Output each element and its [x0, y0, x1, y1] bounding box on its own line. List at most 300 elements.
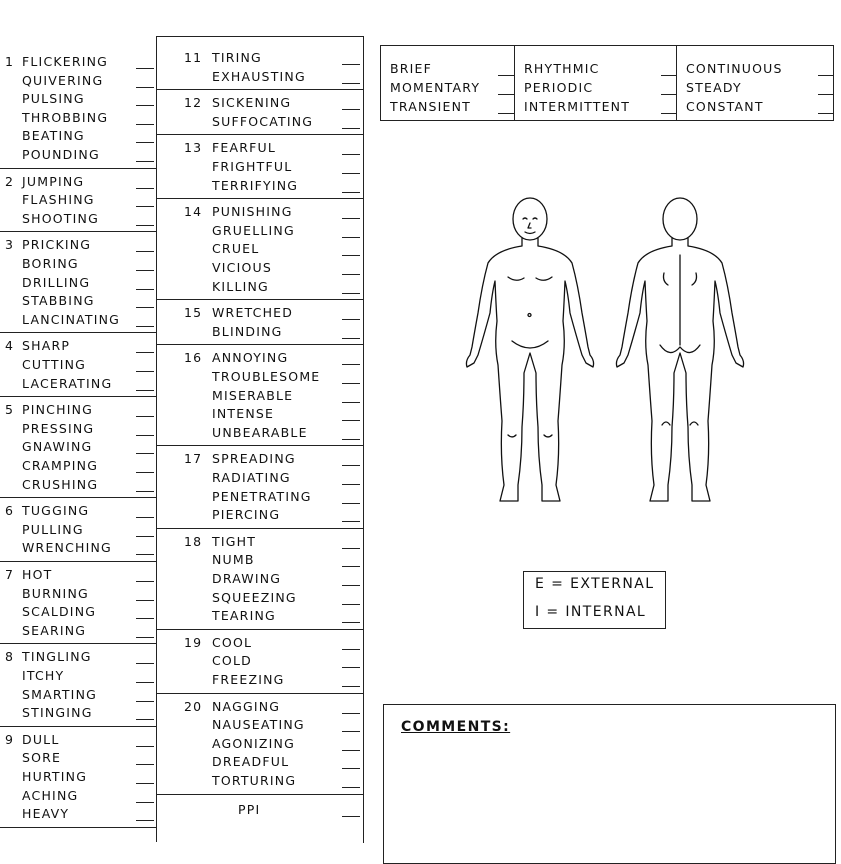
descriptor-row: [0, 704, 156, 722]
blank-answer-line[interactable]: [661, 75, 677, 76]
blank-answer-line[interactable]: [818, 113, 834, 114]
descriptor-word: DRILLING: [22, 274, 91, 290]
blank-answer-line[interactable]: [136, 124, 154, 125]
blank-answer-line[interactable]: [661, 113, 677, 114]
descriptor-word: PUNISHING: [212, 204, 293, 220]
temporal-descriptor-box: [380, 45, 834, 121]
descriptor-word: COLD: [212, 653, 252, 669]
descriptor-row: [156, 349, 363, 367]
blank-answer-line[interactable]: [136, 142, 154, 143]
blank-answer-line[interactable]: [136, 225, 154, 226]
temporal-column-1: [381, 46, 514, 120]
descriptor-word: TIGHT: [212, 533, 257, 549]
descriptor-word: RADIATING: [212, 469, 291, 485]
blank-answer-line[interactable]: [498, 94, 514, 95]
descriptor-row: [156, 634, 363, 652]
descriptor-row: [156, 671, 363, 689]
ppi-label: [156, 801, 363, 819]
body-diagram[interactable]: [455, 195, 755, 515]
descriptor-row: [0, 622, 156, 640]
blank-answer-line[interactable]: [342, 293, 360, 294]
descriptor-row: [0, 539, 156, 557]
blank-answer-line[interactable]: [342, 274, 360, 275]
descriptor-word: DREADFUL: [212, 754, 290, 770]
legend-external: E = EXTERNAL: [535, 576, 655, 592]
blank-answer-line[interactable]: [342, 173, 360, 174]
descriptor-word: UNBEARABLE: [212, 424, 308, 440]
descriptor-word: HURTING: [22, 768, 88, 784]
descriptor-group-20: [156, 694, 363, 795]
descriptor-word: TERRIFYING: [212, 177, 299, 193]
descriptor-group-4: [0, 333, 156, 397]
descriptor-row: [156, 222, 363, 240]
descriptor-row: [0, 255, 156, 273]
blank-answer-line[interactable]: [136, 491, 154, 492]
descriptor-row: [156, 139, 363, 157]
temporal-column-2: [514, 46, 677, 120]
descriptor-group-14: [156, 199, 363, 300]
descriptor-row: [156, 424, 363, 442]
descriptor-group-13: [156, 135, 363, 199]
descriptor-row: [156, 240, 363, 258]
blank-answer-line[interactable]: [136, 352, 154, 353]
descriptor-word: WRETCHED: [212, 305, 294, 321]
descriptor-word: PULLING: [22, 521, 84, 537]
descriptor-column-1: [0, 36, 157, 842]
blank-answer-line[interactable]: [136, 663, 154, 664]
blank-answer-line[interactable]: [498, 113, 514, 114]
blank-answer-line[interactable]: [136, 188, 154, 189]
descriptor-row: [0, 768, 156, 786]
blank-answer-line[interactable]: [342, 548, 360, 549]
group-number: 16: [184, 350, 203, 366]
group-number: 19: [184, 634, 203, 650]
temporal-word: INTERMITTENT: [524, 99, 631, 114]
blank-answer-line[interactable]: [136, 68, 154, 69]
descriptor-word: PINCHING: [22, 402, 94, 418]
descriptor-word: CRUEL: [212, 241, 260, 257]
descriptor-group-15: [156, 300, 363, 345]
descriptor-word: NAGGING: [212, 698, 281, 714]
descriptor-row: [0, 521, 156, 539]
descriptor-row: [0, 686, 156, 704]
descriptor-row: [156, 304, 363, 322]
ppi-text: PPI: [238, 801, 261, 817]
blank-answer-line[interactable]: [342, 255, 360, 256]
blank-answer-line[interactable]: [342, 816, 360, 817]
blank-answer-line[interactable]: [136, 416, 154, 417]
descriptor-word: TROUBLESOME: [212, 368, 321, 384]
descriptor-row: [0, 603, 156, 621]
descriptor-row: [156, 698, 363, 716]
descriptor-group-17: [156, 446, 363, 528]
blank-answer-line[interactable]: [136, 326, 154, 327]
blank-answer-line[interactable]: [342, 585, 360, 586]
descriptor-word: BLINDING: [212, 323, 283, 339]
group-number: 1: [5, 54, 15, 69]
descriptor-row: [0, 173, 156, 191]
blank-answer-line[interactable]: [136, 161, 154, 162]
group-number: 2: [5, 173, 15, 189]
blank-answer-line[interactable]: [342, 484, 360, 485]
temporal-word: BRIEF: [390, 61, 433, 76]
blank-answer-line[interactable]: [342, 109, 360, 110]
descriptor-group-7: [0, 562, 156, 644]
descriptor-row: [156, 323, 363, 341]
descriptor-row: [156, 113, 363, 131]
descriptor-word: CRAMPING: [22, 457, 99, 473]
blank-answer-line[interactable]: [342, 218, 360, 219]
blank-answer-line[interactable]: [818, 75, 834, 76]
descriptor-row: [156, 68, 363, 86]
blank-answer-line[interactable]: [342, 364, 360, 365]
descriptor-row: [0, 109, 156, 127]
descriptor-word: FEARFUL: [212, 140, 277, 156]
descriptor-word: ITCHY: [22, 667, 65, 683]
blank-answer-line[interactable]: [342, 402, 360, 403]
descriptor-word: TINGLING: [22, 649, 92, 665]
descriptor-row: [0, 749, 156, 767]
blank-answer-line[interactable]: [136, 472, 154, 473]
descriptor-group-5: [0, 397, 156, 498]
descriptor-word: THROBBING: [22, 109, 109, 125]
descriptor-group-3: [0, 232, 156, 333]
legend-box: [523, 571, 666, 629]
descriptor-row: [156, 772, 363, 790]
descriptor-word: PRESSING: [22, 420, 95, 436]
group-number: 7: [5, 567, 15, 582]
descriptor-row: [156, 203, 363, 221]
descriptor-row: [0, 311, 156, 329]
descriptor-word: STABBING: [22, 293, 95, 309]
descriptor-word: PIERCING: [212, 507, 281, 523]
descriptor-word: SCALDING: [22, 604, 97, 620]
blank-answer-line[interactable]: [342, 319, 360, 320]
descriptor-column-2: [156, 36, 364, 843]
descriptor-group-18: [156, 529, 363, 630]
descriptor-row: [0, 356, 156, 374]
group-number: 13: [184, 140, 203, 156]
descriptor-word: VICIOUS: [212, 259, 272, 275]
descriptor-word: LACERATING: [22, 375, 113, 391]
descriptor-word: KILLING: [212, 278, 269, 294]
descriptor-word: LANCINATING: [22, 311, 121, 327]
descriptor-word: STINGING: [22, 705, 93, 721]
descriptor-row: [0, 53, 156, 71]
descriptor-row: [156, 158, 363, 176]
blank-answer-line[interactable]: [136, 682, 154, 683]
descriptor-group-6: [0, 498, 156, 562]
descriptor-word: FLICKERING: [22, 54, 109, 69]
temporal-column-3: [676, 46, 834, 120]
descriptor-row: [0, 337, 156, 355]
blank-answer-line[interactable]: [136, 536, 154, 537]
descriptor-word: EXHAUSTING: [212, 68, 306, 84]
front-body-figure[interactable]: [466, 198, 593, 501]
descriptor-word: DRAWING: [212, 570, 282, 586]
descriptor-word: SUFFOCATING: [212, 113, 314, 129]
descriptor-row: [0, 90, 156, 108]
descriptor-word: SHARP: [22, 338, 71, 354]
descriptor-row: [0, 210, 156, 228]
descriptor-word: TORTURING: [212, 772, 297, 788]
blank-answer-line[interactable]: [498, 75, 514, 76]
descriptor-row: [156, 49, 363, 67]
descriptor-word: GRUELLING: [212, 222, 295, 238]
group-number: 14: [184, 204, 203, 220]
descriptor-row: [0, 292, 156, 310]
temporal-row: [381, 60, 514, 78]
descriptor-row: [0, 667, 156, 685]
temporal-word: STEADY: [686, 80, 742, 95]
descriptor-word: SPREADING: [212, 451, 296, 467]
blank-answer-line[interactable]: [342, 787, 360, 788]
blank-answer-line[interactable]: [342, 237, 360, 238]
descriptor-row: [0, 72, 156, 90]
descriptor-word: HOT: [22, 567, 53, 582]
descriptor-group-19: [156, 630, 363, 694]
descriptor-row: [156, 450, 363, 468]
descriptor-row: [0, 146, 156, 164]
descriptor-word: SHOOTING: [22, 210, 99, 226]
group-number: 3: [5, 237, 15, 253]
descriptor-word: WRENCHING: [22, 540, 112, 556]
descriptor-row: [156, 533, 363, 551]
descriptor-group-11: [156, 45, 363, 90]
temporal-word: TRANSIENT: [390, 99, 472, 114]
descriptor-word: SORE: [22, 750, 62, 766]
blank-answer-line[interactable]: [136, 554, 154, 555]
temporal-row: [677, 79, 834, 97]
blank-answer-line[interactable]: [342, 128, 360, 129]
descriptor-word: BURNING: [22, 585, 89, 601]
blank-answer-line[interactable]: [661, 94, 677, 95]
blank-answer-line[interactable]: [342, 667, 360, 668]
descriptor-word: ANNOYING: [212, 350, 289, 366]
blank-answer-line[interactable]: [342, 64, 360, 65]
group-number: 4: [5, 338, 15, 354]
descriptor-row: [0, 648, 156, 666]
blank-answer-line[interactable]: [136, 390, 154, 391]
blank-answer-line[interactable]: [136, 435, 154, 436]
temporal-row: [677, 60, 834, 78]
blank-answer-line[interactable]: [136, 701, 154, 702]
blank-answer-line[interactable]: [136, 637, 154, 638]
descriptor-row: [0, 236, 156, 254]
descriptor-word: JUMPING: [22, 173, 85, 189]
blank-answer-line[interactable]: [136, 802, 154, 803]
descriptor-word: AGONIZING: [212, 735, 295, 751]
descriptor-row: [156, 589, 363, 607]
descriptor-row: [0, 457, 156, 475]
descriptor-group-12: [156, 90, 363, 135]
group-number: 12: [184, 95, 203, 111]
descriptor-row: [0, 191, 156, 209]
descriptor-row: [0, 805, 156, 823]
descriptor-row: [0, 375, 156, 393]
blank-answer-line[interactable]: [136, 270, 154, 271]
blank-answer-line[interactable]: [342, 465, 360, 466]
descriptor-word: GNAWING: [22, 439, 93, 455]
blank-answer-line[interactable]: [136, 453, 154, 454]
descriptor-word: HEAVY: [22, 806, 70, 822]
descriptor-word: PENETRATING: [212, 488, 312, 504]
descriptor-word: FRIGHTFUL: [212, 158, 293, 174]
blank-answer-line[interactable]: [136, 600, 154, 601]
group-number: 11: [184, 50, 203, 65]
descriptor-row: [156, 652, 363, 670]
blank-answer-line[interactable]: [342, 521, 360, 522]
descriptor-row: [156, 551, 363, 569]
blank-answer-line[interactable]: [136, 105, 154, 106]
descriptor-word: FREEZING: [212, 671, 285, 687]
descriptor-word: SICKENING: [212, 95, 292, 111]
descriptor-word: PULSING: [22, 91, 85, 107]
blank-answer-line[interactable]: [342, 83, 360, 84]
descriptor-row: [156, 94, 363, 112]
blank-answer-line[interactable]: [818, 94, 834, 95]
group-number: 18: [184, 533, 203, 549]
descriptor-row: [156, 488, 363, 506]
blank-answer-line[interactable]: [342, 768, 360, 769]
blank-answer-line[interactable]: [342, 649, 360, 650]
descriptor-row: [0, 731, 156, 749]
blank-answer-line[interactable]: [342, 192, 360, 193]
temporal-row: [381, 98, 514, 116]
descriptor-row: [156, 506, 363, 524]
blank-answer-line[interactable]: [342, 686, 360, 687]
descriptor-word: NAUSEATING: [212, 717, 305, 733]
blank-answer-line[interactable]: [342, 338, 360, 339]
temporal-row: [515, 79, 677, 97]
group-number: 15: [184, 305, 203, 321]
group-number: 5: [5, 402, 15, 418]
descriptor-row: [0, 438, 156, 456]
descriptor-row: [156, 469, 363, 487]
descriptor-group-16: [156, 345, 363, 446]
descriptor-group-9: [0, 727, 156, 828]
descriptor-word: ACHING: [22, 787, 79, 803]
blank-answer-line[interactable]: [136, 719, 154, 720]
descriptor-word: NUMB: [212, 552, 255, 568]
descriptor-group-1: [0, 49, 156, 169]
descriptor-group-2: [0, 169, 156, 233]
descriptor-word: TEARING: [212, 608, 276, 624]
group-number: 9: [5, 731, 15, 747]
descriptor-word: FLASHING: [22, 192, 95, 208]
descriptor-row: [156, 570, 363, 588]
temporal-word: RHYTHMIC: [524, 61, 600, 76]
descriptor-row: [156, 368, 363, 386]
descriptor-row: [0, 401, 156, 419]
descriptor-row: [0, 585, 156, 603]
descriptor-row: [156, 387, 363, 405]
blank-answer-line[interactable]: [136, 618, 154, 619]
group-number: 6: [5, 503, 15, 519]
descriptor-group-8: [0, 644, 156, 726]
group-number: 20: [184, 698, 203, 714]
legend-internal: I = INTERNAL: [535, 604, 647, 620]
descriptor-row: [156, 753, 363, 771]
descriptor-word: TUGGING: [22, 503, 90, 519]
blank-answer-line[interactable]: [136, 764, 154, 765]
blank-answer-line[interactable]: [136, 289, 154, 290]
blank-answer-line[interactable]: [136, 746, 154, 747]
descriptor-word: DULL: [22, 731, 60, 747]
blank-answer-line[interactable]: [342, 439, 360, 440]
blank-answer-line[interactable]: [342, 420, 360, 421]
descriptor-word: MISERABLE: [212, 387, 294, 403]
descriptor-word: SMARTING: [22, 686, 98, 702]
descriptor-row: [0, 502, 156, 520]
blank-answer-line[interactable]: [136, 371, 154, 372]
descriptor-word: SQUEEZING: [212, 589, 297, 605]
descriptor-word: CUTTING: [22, 356, 87, 372]
descriptor-row: [0, 566, 156, 584]
group-number: 17: [184, 451, 203, 467]
blank-answer-line[interactable]: [342, 566, 360, 567]
descriptor-word: COOL: [212, 634, 253, 650]
temporal-word: MOMENTARY: [390, 80, 481, 95]
descriptor-word: INTENSE: [212, 406, 275, 422]
temporal-row: [677, 98, 834, 116]
comments-box[interactable]: [383, 704, 836, 864]
back-body-figure[interactable]: [616, 198, 743, 501]
blank-answer-line[interactable]: [342, 622, 360, 623]
blank-answer-line[interactable]: [136, 206, 154, 207]
blank-answer-line[interactable]: [342, 154, 360, 155]
blank-answer-line[interactable]: [342, 713, 360, 714]
descriptor-row: [156, 177, 363, 195]
descriptor-row: [156, 405, 363, 423]
blank-answer-line[interactable]: [136, 307, 154, 308]
temporal-word: CONTINUOUS: [686, 61, 783, 76]
descriptor-word: PRICKING: [22, 237, 92, 253]
descriptor-row: [156, 735, 363, 753]
descriptor-word: CRUSHING: [22, 476, 99, 492]
blank-answer-line[interactable]: [136, 517, 154, 518]
group-number: 8: [5, 649, 15, 665]
descriptor-word: POUNDING: [22, 147, 100, 162]
descriptor-row: [156, 259, 363, 277]
temporal-word: CONSTANT: [686, 99, 764, 114]
descriptor-row: [0, 476, 156, 494]
blank-answer-line[interactable]: [342, 383, 360, 384]
blank-answer-line[interactable]: [136, 87, 154, 88]
blank-answer-line[interactable]: [342, 604, 360, 605]
descriptor-row: [156, 716, 363, 734]
blank-answer-line[interactable]: [136, 251, 154, 252]
descriptor-word: SEARING: [22, 622, 87, 638]
temporal-row: [515, 98, 677, 116]
blank-answer-line[interactable]: [136, 783, 154, 784]
comments-label: COMMENTS:: [401, 719, 511, 735]
blank-answer-line[interactable]: [136, 581, 154, 582]
descriptor-word: TIRING: [212, 50, 262, 65]
descriptor-word: BORING: [22, 255, 79, 271]
descriptor-row: [0, 420, 156, 438]
blank-answer-line[interactable]: [342, 731, 360, 732]
blank-answer-line[interactable]: [342, 750, 360, 751]
descriptor-row: [156, 607, 363, 625]
blank-answer-line[interactable]: [342, 503, 360, 504]
temporal-row: [381, 79, 514, 97]
descriptor-row: [0, 274, 156, 292]
descriptor-row: [0, 787, 156, 805]
descriptor-word: BEATING: [22, 128, 85, 144]
blank-answer-line[interactable]: [136, 820, 154, 821]
descriptor-row: [0, 127, 156, 145]
